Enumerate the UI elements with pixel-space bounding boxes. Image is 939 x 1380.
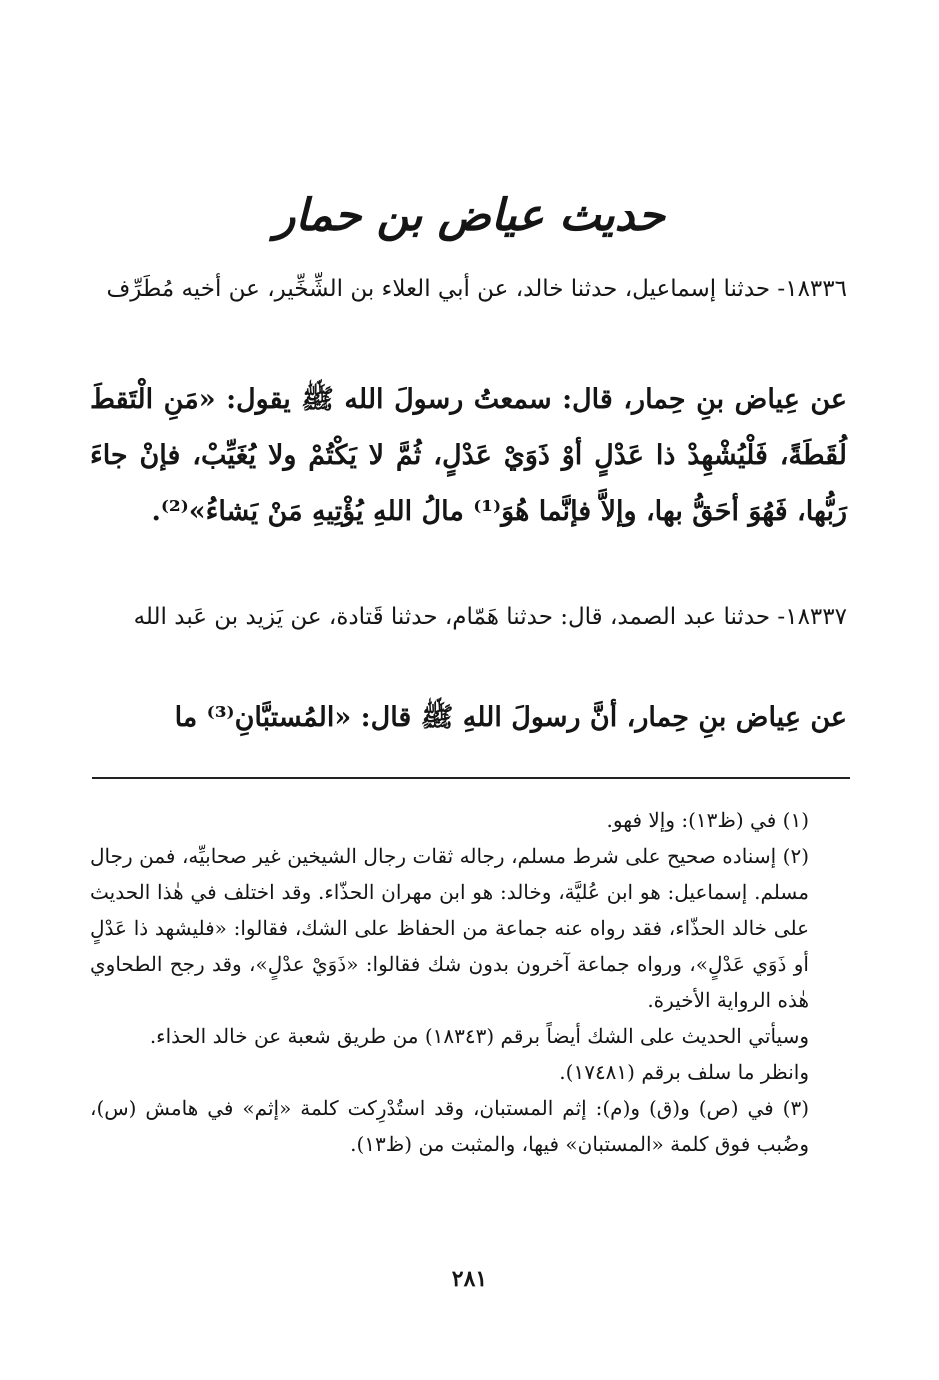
matn-18337: عن عِياض بنِ حِمار، أنَّ رسولَ اللهِ ﷺ قال: «المُستبَّانِ⁽³⁾ ما — [174, 702, 847, 733]
isnad-18336: ١٨٣٣٦- حدثنا إسماعيل، حدثنا خالد، عن أبي العلاء بن الشِّخِّير، عن أخيه مُطَرِّف — [106, 276, 847, 302]
footnote-2-continued: وسيأتي الحديث على الشك أيضاً برقم (١٨٣٤٣) من طريق شعبة عن خالد الحذاء. — [149, 1024, 809, 1048]
footnote-2-see-also: وانظر ما سلف برقم (١٧٤٨١). — [559, 1060, 809, 1084]
chapter-title: حديث عياض بن حمار — [274, 190, 665, 241]
footnote-1: (١) في (ظ١٣): وإلا فهو. — [606, 808, 809, 832]
isnad-18337: ١٨٣٣٧- حدثنا عبد الصمد، قال: حدثنا هَمّام، حدثنا قَتادة، عن يَزيد بن عَبد الله — [133, 604, 847, 630]
footnote-separator — [92, 777, 850, 779]
footnote-3: (٣) في (ص) و(ق) و(م): إثم المستبان، وقد استُدْرِكت كلمة «إثم» في هامش (س)، وضُبب فوق كلمة «المستبان» فيها، والمثبت من (ظ١٣). — [90, 1096, 809, 1156]
matn-18336: عن عِياض بنِ حِمار، قال: سمعتُ رسولَ الله ﷺ يقول: «مَنِ الْتَقطَ لُقَطَةً، فَلْيُشْهِدْ ذا عَدْلٍ أوْ ذَوَيْ عَدْلٍ، ثُمَّ لا يَكْتُمْ ولا يُغَيِّبْ، فإنْ جاءَ رَبُّها، فَهُوَ أحَقُّ بها، وإلاَّ فإنَّما هُوَ⁽¹⁾ مالُ اللهِ يُؤْتِيهِ مَنْ يَشاءُ»⁽²⁾. — [90, 384, 847, 527]
footnote-2: (٢) إسناده صحيح على شرط مسلم، رجاله ثقات رجال الشيخين غير صحابيِّه، فمن رجال مسلم. إسماعيل: هو ابن عُليَّة، وخالد: هو ابن مهران الحذّاء. وقد اختلف في هٰذا الحديث على خالد الحذّاء، فقد رواه عنه جماعة من الحفاظ على الشك، فقالوا: «فليشهد ذا عَدْلٍ أو ذَوَي عَدْلٍ»، ورواه جماعة آخرون بدون شك فقالوا: «ذَوَيْ عدْلٍ»، وقد رجح الطحاوي هٰذه الرواية الأخيرة. — [90, 844, 809, 1012]
footnotes — [90, 802, 847, 1162]
page-number: ٢٨١ — [451, 1266, 488, 1292]
